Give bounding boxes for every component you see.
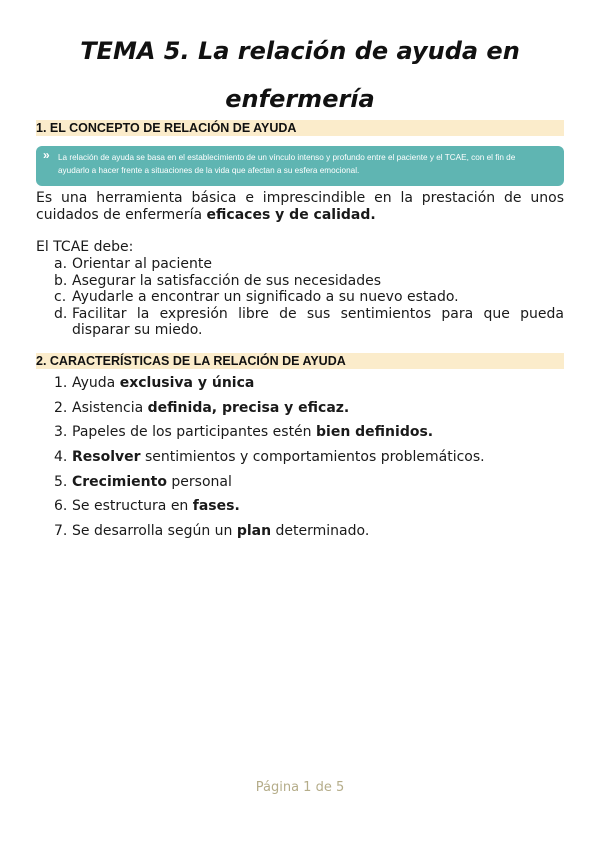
list-item-text: Ayudarle a encontrar un significado a su nuevo estado. [72,289,459,305]
list-marker: d. [54,305,68,322]
callout-line-1: La relación de ayuda se basa en el establecimiento de un vínculo intenso y profundo entre el paciente y el TCAE, con el fin de [58,153,516,162]
list-item [36,256,564,273]
section-1-heading: 1. EL CONCEPTO DE RELACIÓN DE AYUDA [36,120,564,136]
list-marker: 3. [54,424,68,441]
list-item-text: Asegurar la satisfacción de sus necesidades [72,272,382,289]
list-marker: 6. [54,498,68,515]
list-item-text: Orientar al paciente [72,256,212,272]
item-text-after: determinado. [271,523,370,540]
list-item [36,523,564,548]
list-item-text: Facilitar la expresión libre de sus sentimientos para que pueda disparar su miedo. [72,305,564,338]
item-text-bold: exclusiva y única [119,375,255,391]
list-marker: 4. [54,449,68,466]
double-chevron-right-icon: » [43,148,50,162]
callout-line-2: ayudarlo a hacer frente a situaciones de la vida que afectan a su esfera emocional. [58,166,360,175]
list-item [36,449,564,474]
list-marker: 5. [54,473,68,490]
title-line-1: TEMA 5. La relación de ayuda en [80,37,520,65]
list-marker: c. [54,289,67,305]
list-item [36,424,564,449]
list-item [36,289,564,306]
list-marker: 7. [54,523,68,540]
intro-paragraph [36,190,564,223]
item-text-before: Papeles de los participantes estén [72,424,316,441]
intro-paragraph-bold: eficaces y de calidad. [206,206,376,223]
list-marker: 2. [54,399,68,416]
list-marker: a. [54,256,68,272]
item-text-bold: plan [236,523,272,540]
list-item [36,474,564,499]
page-number-footer: Página 1 de 5 [255,780,345,795]
list-item [36,306,564,339]
list-marker: b. [54,272,68,289]
item-text-bold: definida, precisa y eficaz. [147,399,350,416]
list-item [36,498,564,523]
item-text-after: sentimientos y comportamientos problemáticos. [140,449,485,466]
list-item [36,375,564,400]
item-text-bold: Crecimiento [72,473,167,490]
list-item [36,400,564,425]
list-item [36,273,564,290]
item-text-bold: bien definidos. [316,424,434,441]
tcae-intro: El TCAE debe: [36,239,134,255]
item-text-before: Se desarrolla según un [72,523,237,540]
definition-callout [36,146,564,186]
item-text-before: Asistencia [72,399,148,416]
item-text-before: Ayuda [72,375,120,391]
item-text-before: Se estructura en [72,498,193,515]
intro-paragraph-text: Es una herramienta básica e imprescindible en la prestación de unos cuidados de enfermería [36,190,564,223]
tcae-duties-list [36,256,564,339]
list-marker: 1. [54,375,68,391]
item-text-after: personal [166,473,232,490]
document-title [36,27,564,123]
title-line-2: enfermería [225,85,375,113]
section-2-heading: 2. CARACTERÍSTICAS DE LA RELACIÓN DE AYUDA [36,353,564,369]
item-text-bold: Resolver [72,449,141,466]
characteristics-list [36,375,564,548]
item-text-bold: fases. [192,498,240,515]
